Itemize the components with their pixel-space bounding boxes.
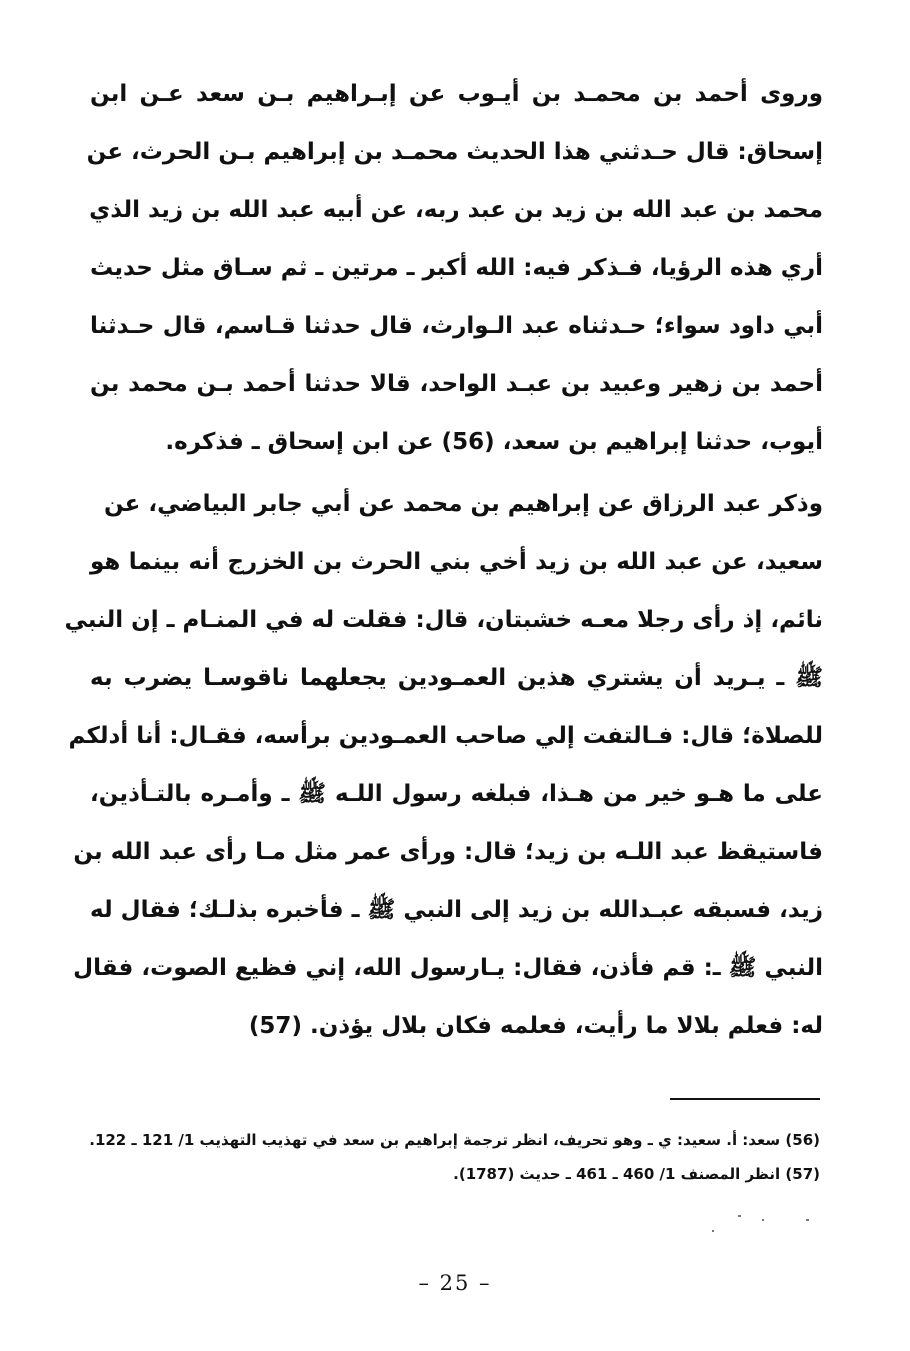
text-line: فاستيقظ عبد اللـه بن زيد؛ قال: ورأى عمر مثل مـا رأى عبد الله بن: [73, 839, 823, 865]
text-line: إسحاق: قال حـدثني هذا الحديث محمـد بن إبراهيم بـن الحرث، عن: [86, 139, 823, 165]
text-line: النبي ﷺ ـ: قم فأذن، فقال: يـارسول الله، إني فظيع الصوت، فقال: [73, 955, 823, 981]
text-line: محمد بن عبد الله بن زيد بن عبد ربه، عن أبيه عبد الله بن زيد الذي: [89, 197, 823, 223]
text-line: ﷺ ـ يـريد أن يشتري هذين العمـودين يجعلهما ناقوسـا يضرب به: [90, 665, 823, 691]
scan-speck: [806, 1219, 809, 1221]
text-line: وروى أحمد بن محمـد بن أيـوب عن إبـراهيم بـن سعد عـن ابن: [90, 81, 823, 107]
text-line: زيد، فسبقه عبـدالله بن زيد إلى النبي ﷺ ـ فأخبره بذلـك؛ فقال له: [90, 897, 823, 923]
text-line: له: فعلم بلالا ما رأيت، فعلمه فكان بلال يؤذن. (57): [248, 1013, 823, 1039]
scan-speck: [762, 1219, 764, 1221]
text-line: أبي داود سواء؛ حـدثناه عبد الـوارث، قال حدثنا قـاسم، قال حـدثنا: [90, 313, 823, 339]
text-line: على ما هـو خير من هـذا، فبلغه رسول اللـه ﷺ ـ وأمـره بالتـأذين،: [90, 781, 823, 807]
text-line: للصلاة؛ قال: فـالتفت إلي صاحب العمـودين برأسه، فقـال: أنا أدلكم: [68, 723, 823, 749]
footnote-57: (57) انظر المصنف 1/ 460 ـ 461 ـ حديث (1787).: [453, 1165, 820, 1183]
text-line: أيوب، حدثنا إبراهيم بن سعد، (56) عن ابن إسحاق ـ فذكره.: [165, 429, 823, 455]
text-line: أحمد بن زهير وعبيد بن عبـد الواحد، قالا حدثنا أحمد بـن محمد بن: [90, 371, 823, 397]
scan-speck: [712, 1230, 714, 1232]
footnote-separator: [670, 1098, 820, 1100]
text-line: وذكر عبد الرزاق عن إبراهيم بن محمد عن أبي جابر البياضي، عن: [103, 491, 823, 517]
text-line: أري هذه الرؤيا، فـذكر فيه: الله أكبر ـ مرتين ـ ثم سـاق مثل حديث: [90, 255, 823, 281]
page-number: – 25 –: [418, 1271, 492, 1295]
footnote-56: (56) سعد: أ. سعيد: ي ـ وهو تحريف، انظر ترجمة إبراهيم بن سعد في تهذيب التهذيب 1/ 121 ـ 122.: [89, 1131, 820, 1149]
text-line: سعيد، عن عبد الله بن زيد أخي بني الحرث بن الخزرج أنه بينما هو: [90, 549, 823, 575]
text-line: نائم، إذ رأى رجلا معـه خشبتان، قال: فقلت له في المنـام ـ إن النبي: [64, 607, 823, 633]
scan-speck: [738, 1215, 741, 1217]
